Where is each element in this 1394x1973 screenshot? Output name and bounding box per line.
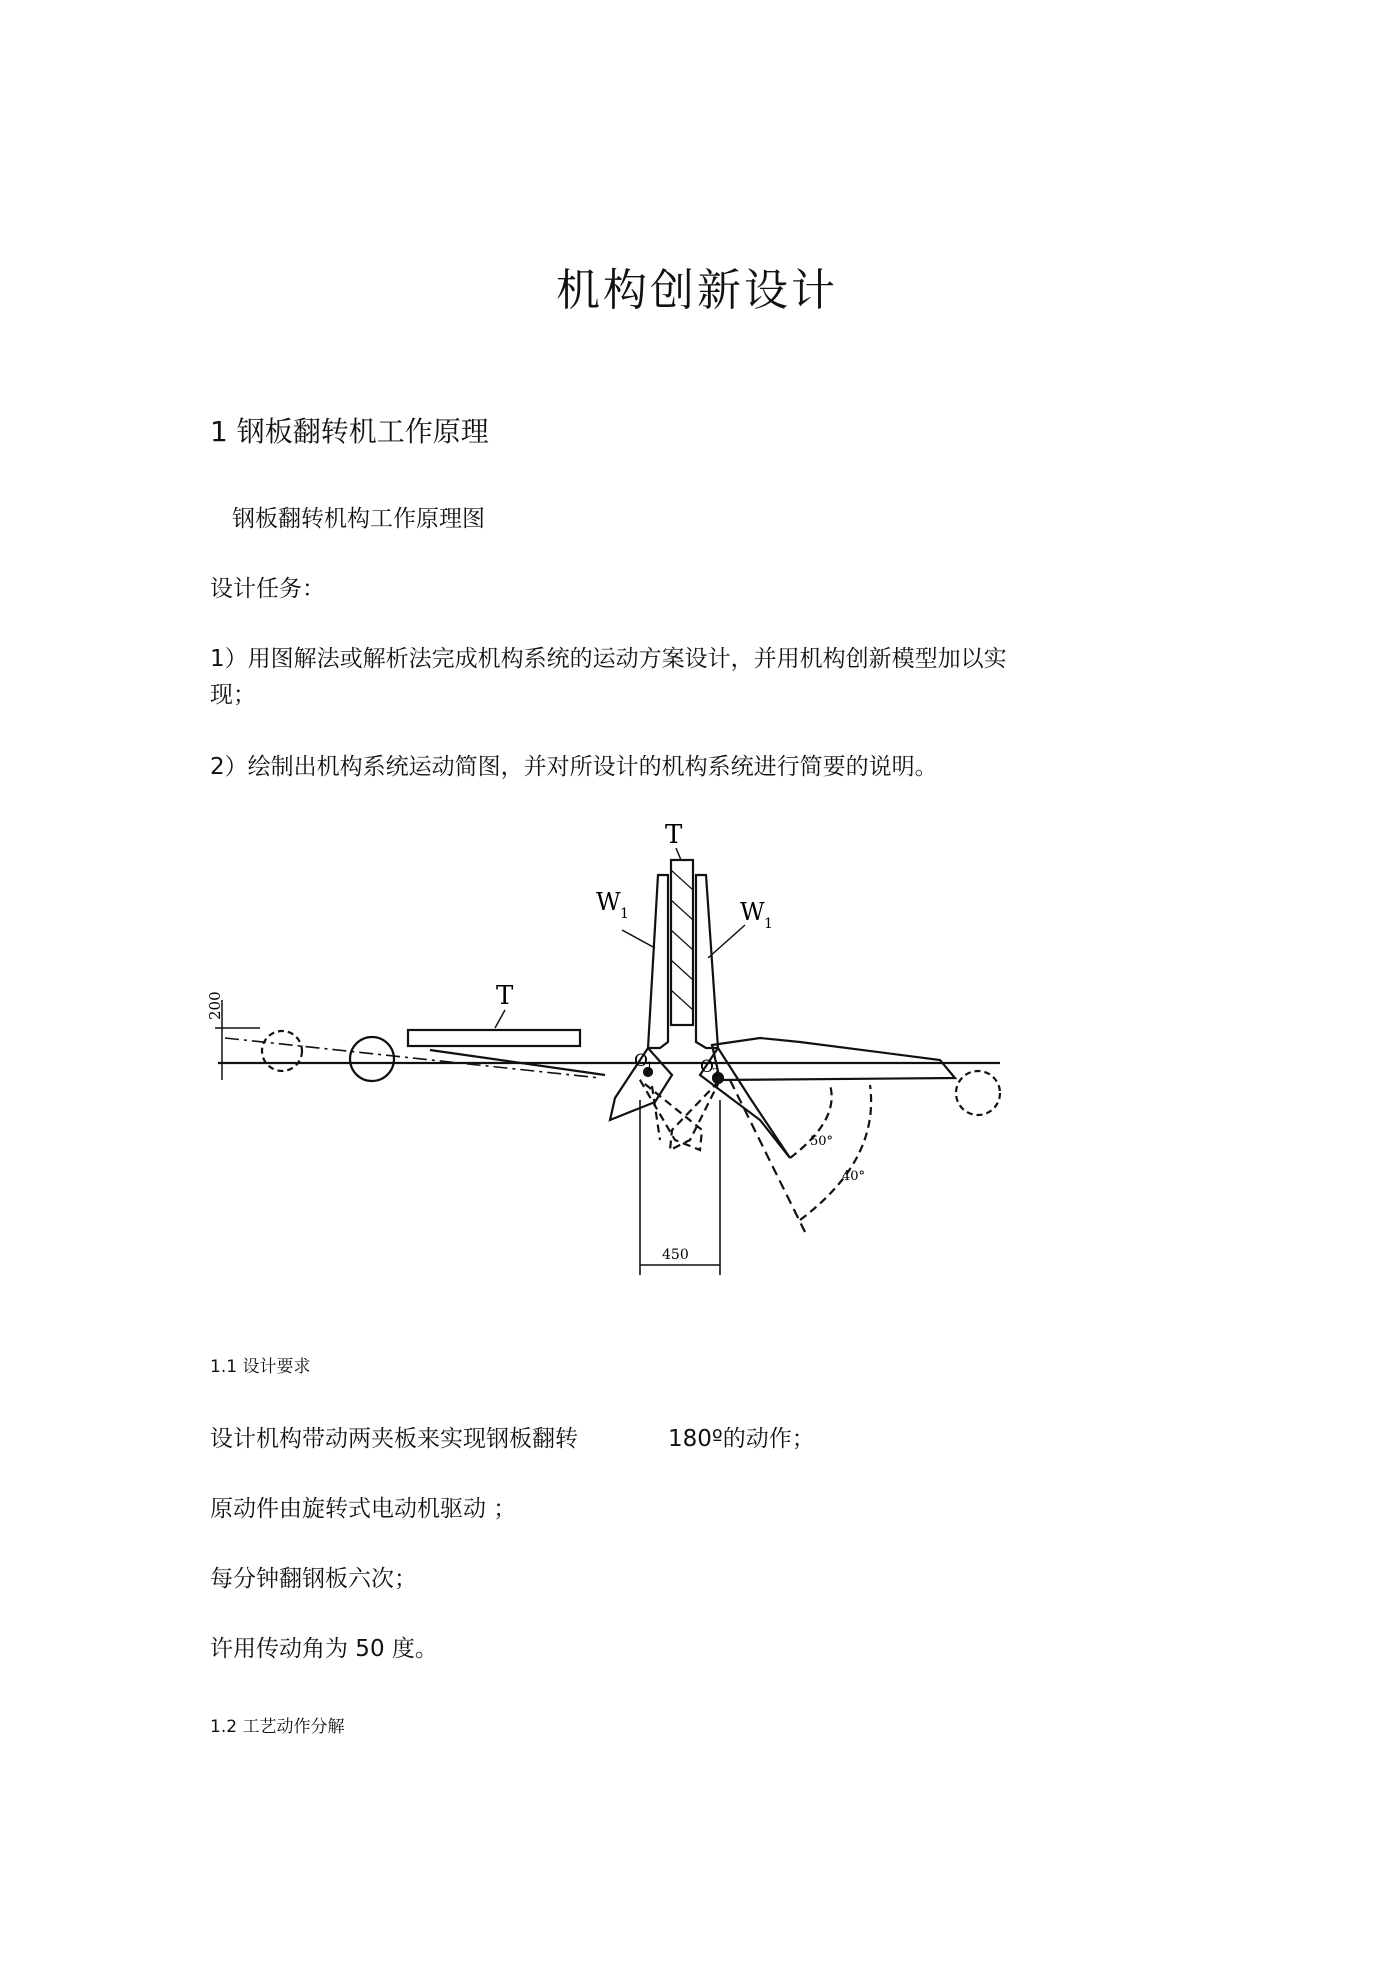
requirement-1a: 设计机构带动两夹板来实现钢板翻转	[210, 1426, 578, 1452]
label-40deg: 40°	[842, 1169, 866, 1184]
label-200: 200	[206, 991, 224, 1020]
section-heading-1-2: 1.2 工艺动作分解	[210, 1717, 345, 1737]
label-W-right: W	[740, 898, 765, 926]
label-O2-sub: 2	[712, 1066, 719, 1079]
page-title: 机构创新设计	[556, 265, 838, 316]
figure-caption: 钢板翻转机构工作原理图	[232, 506, 485, 532]
task-2: 2）绘制出机构系统运动简图，并对所设计的机构系统进行简要的说明。	[210, 754, 938, 780]
label-W-right-sub: 1	[764, 916, 773, 932]
requirement-3: 每分钟翻钢板六次；	[210, 1566, 417, 1592]
label-O1: O	[634, 1051, 648, 1071]
task-1-line-1: 1）用图解法或解析法完成机构系统的运动方案设计，并用机构创新模型加以实	[210, 646, 1007, 672]
label-O2: O	[700, 1057, 714, 1077]
label-T-left: T	[496, 981, 514, 1011]
label-W-left: W	[596, 888, 621, 916]
mechanism-diagram	[200, 815, 1020, 1295]
requirement-1b: 180º的动作；	[668, 1426, 815, 1452]
task-label: 设计任务：	[210, 576, 325, 602]
section-heading-1: 1 钢板翻转机工作原理	[210, 415, 489, 448]
label-450: 450	[662, 1247, 689, 1263]
section-heading-1-1: 1.1 设计要求	[210, 1357, 311, 1377]
label-W-left-sub: 1	[620, 906, 629, 922]
requirement-2: 原动件由旋转式电动机驱动 ；	[210, 1496, 517, 1522]
task-1-line-2: 现；	[210, 682, 256, 708]
label-O1-sub: 1	[646, 1060, 653, 1073]
requirement-4: 许用传动角为 50 度。	[210, 1636, 438, 1662]
label-T-top: T	[665, 820, 683, 850]
label-50deg: 50°	[810, 1134, 834, 1149]
